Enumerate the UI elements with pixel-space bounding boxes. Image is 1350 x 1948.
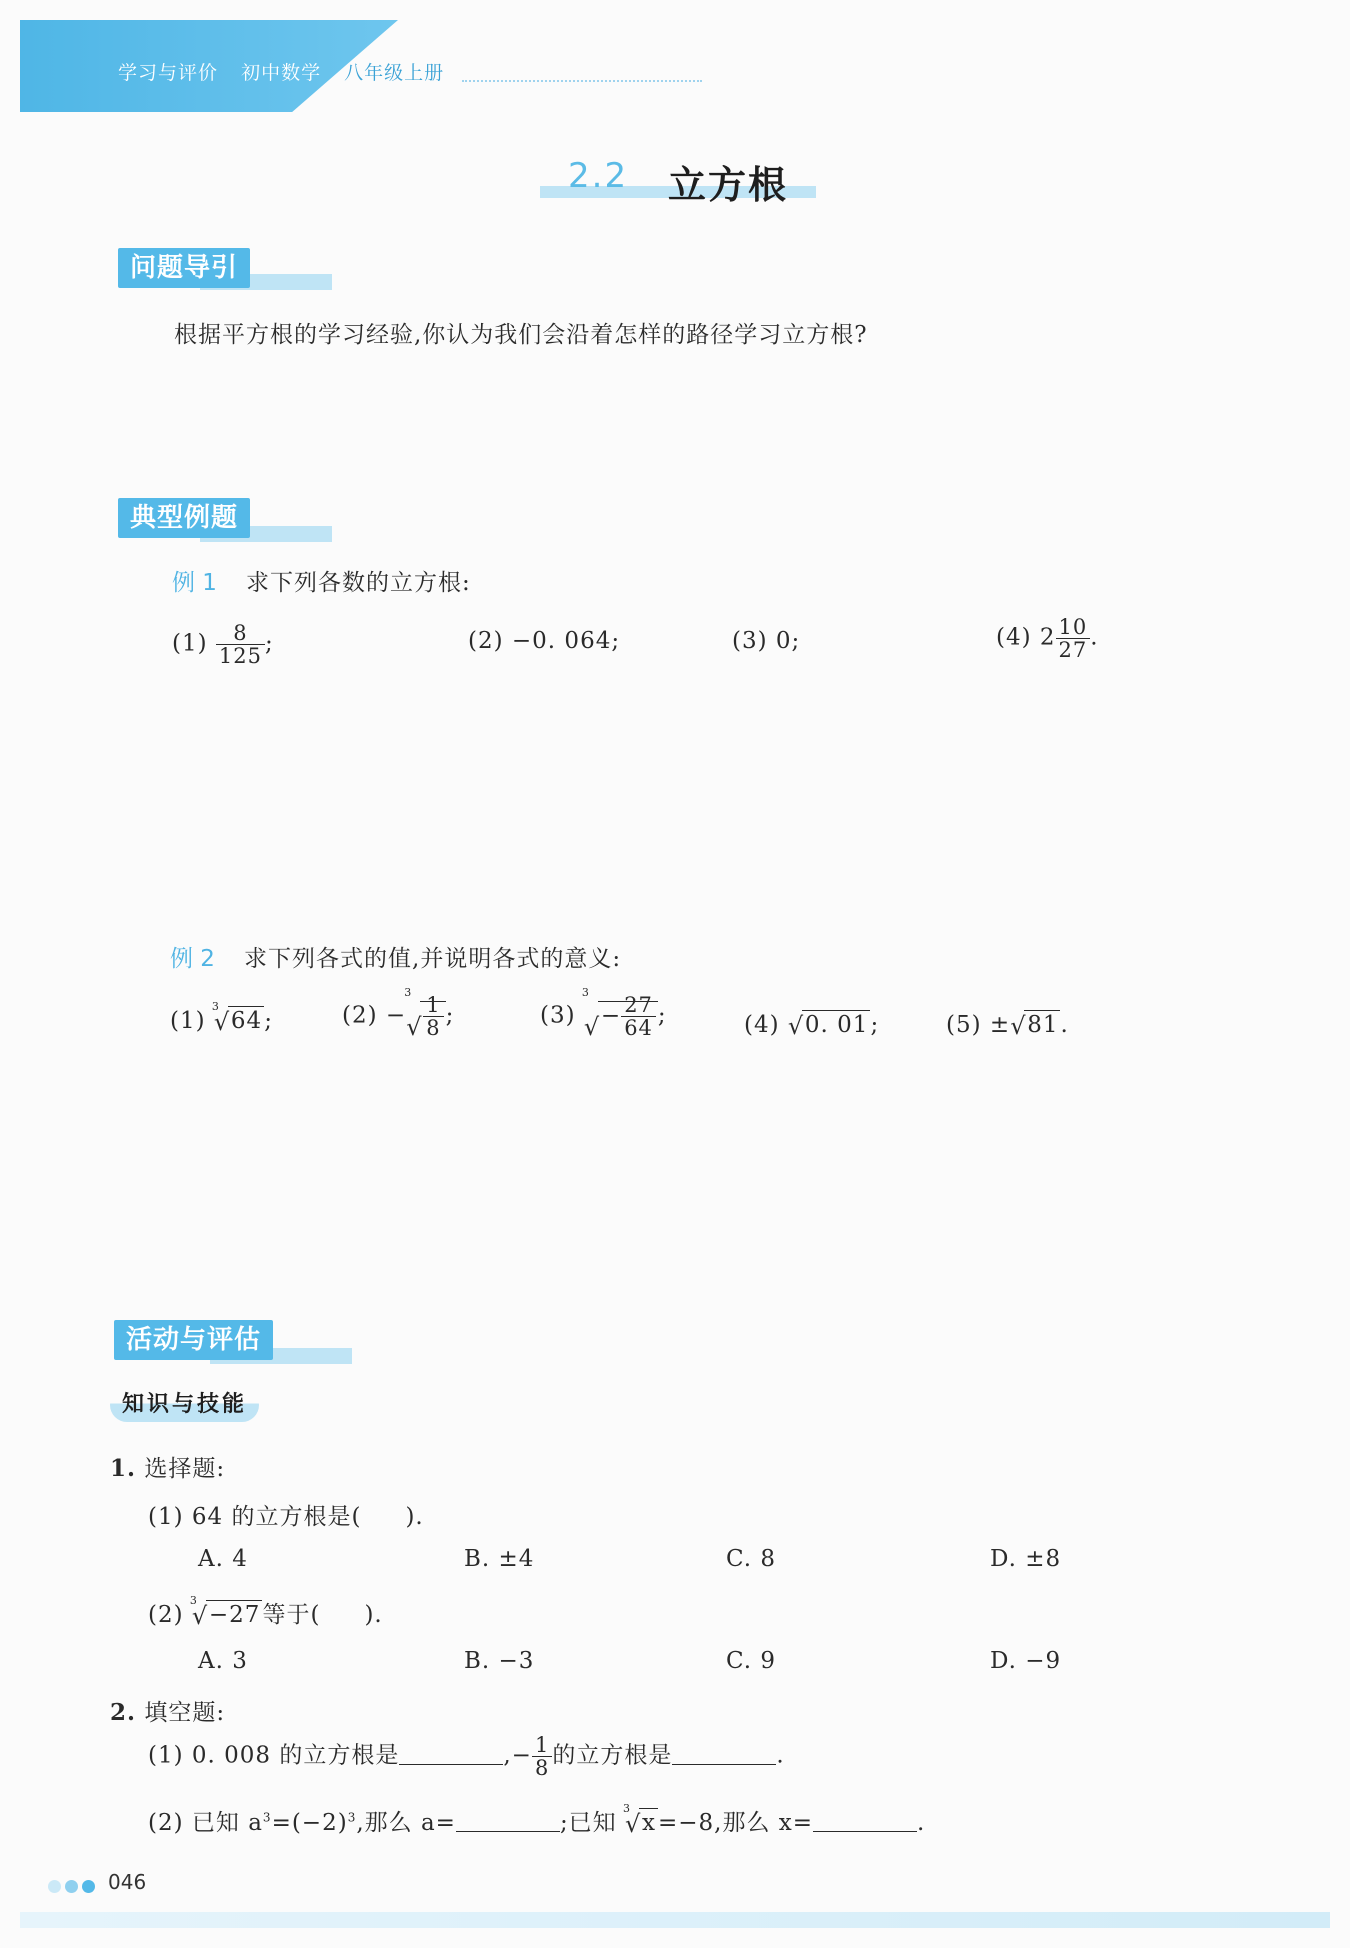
item-number: (4) xyxy=(744,1012,780,1038)
denominator: 27 xyxy=(1058,638,1088,663)
fraction xyxy=(1056,616,1091,661)
question-number: 1. xyxy=(110,1455,137,1482)
example-2-heading xyxy=(170,940,621,973)
punct: ; xyxy=(445,1002,455,1029)
question-number: 2. xyxy=(110,1699,137,1726)
q1-1-option-d: D. ±8 xyxy=(990,1546,1062,1572)
numerator: 1 xyxy=(532,1734,552,1757)
q1-2-option-b: B. −3 xyxy=(464,1648,535,1674)
item-number: (2) xyxy=(468,628,504,654)
item-number: (3) xyxy=(540,1002,576,1029)
example-prompt: 求下列各式的值,并说明各式的意义: xyxy=(244,946,622,972)
numerator: 1 xyxy=(423,994,443,1017)
root-index: 3 xyxy=(623,1802,631,1815)
section-number: 2.2 xyxy=(568,156,629,196)
punct: . xyxy=(1060,1012,1069,1038)
example-2-item-5 xyxy=(946,1012,1069,1038)
fill-text: ,− xyxy=(503,1742,532,1769)
numerator: 27 xyxy=(621,994,656,1017)
guide-question: 根据平方根的学习经验,你认为我们会沿着怎样的路径学习立方根? xyxy=(174,322,868,348)
radicand: 64 xyxy=(228,1006,264,1034)
subsection-tab-skills: 知识与技能 xyxy=(110,1388,259,1422)
fill-text: ;已知 xyxy=(559,1810,617,1836)
square-root xyxy=(1010,1012,1060,1038)
root-index: 3 xyxy=(581,986,590,999)
stem-text: (1) 64 的立方根是( xyxy=(148,1504,362,1530)
section-tab-guide: 问题导引 xyxy=(118,248,250,288)
item-number: (5) xyxy=(946,1012,982,1038)
question-title: 填空题: xyxy=(144,1700,226,1726)
example-2-item-3 xyxy=(540,986,667,1042)
example-label: 例 2 xyxy=(170,946,215,972)
example-2-item-4 xyxy=(744,1012,879,1038)
grade-name: 八年级上册 xyxy=(344,62,445,84)
footer-dots xyxy=(48,1878,99,1897)
question-1-1-stem xyxy=(148,1498,424,1531)
example-label: 例 1 xyxy=(172,570,217,596)
example-1-item-4 xyxy=(996,616,1099,661)
radical-icon: √ xyxy=(583,1013,601,1042)
sign: − xyxy=(385,1002,407,1029)
section-tab-activity: 活动与评估 xyxy=(114,1320,273,1360)
cube-root xyxy=(623,1802,658,1838)
q1-2-option-a: A. 3 xyxy=(198,1648,248,1674)
dot-icon xyxy=(82,1880,95,1893)
item-number: (1) xyxy=(170,1008,206,1034)
numerator: 8 xyxy=(216,622,265,645)
section-tab-examples: 典型例题 xyxy=(118,498,250,538)
answer-blank[interactable] xyxy=(399,1742,503,1765)
fraction xyxy=(621,994,656,1039)
fill-text: =−8,那么 x= xyxy=(657,1810,814,1836)
footer-band xyxy=(20,1912,1330,1928)
sign: − xyxy=(600,1002,622,1029)
cube-root xyxy=(581,986,658,1042)
punct: ; xyxy=(870,1012,880,1038)
example-prompt: 求下列各数的立方根: xyxy=(246,570,471,596)
item-number: (4) xyxy=(996,624,1032,651)
answer-blank[interactable] xyxy=(813,1809,917,1832)
radicand: x xyxy=(639,1808,658,1836)
question-2-2 xyxy=(148,1804,925,1837)
root-index: 3 xyxy=(211,1000,220,1013)
q1-1-option-a: A. 4 xyxy=(198,1546,248,1572)
radical-icon: √ xyxy=(787,1012,805,1040)
whole-part: 2 xyxy=(1039,624,1056,651)
fraction xyxy=(216,622,265,667)
fill-text: (2) 已知 a xyxy=(148,1810,263,1836)
exponent: 3 xyxy=(347,1810,357,1825)
punct: ; xyxy=(657,1002,667,1029)
question-1-heading xyxy=(110,1450,225,1483)
punct: ; xyxy=(264,1008,273,1034)
denominator: 8 xyxy=(534,1756,550,1781)
example-1-item-2 xyxy=(468,628,620,654)
fill-text: ,那么 a= xyxy=(356,1810,456,1836)
example-2-item-1 xyxy=(170,1000,273,1036)
radicand: 0. 01 xyxy=(802,1010,871,1038)
q1-1-option-b: B. ±4 xyxy=(464,1546,535,1572)
radical-icon: √ xyxy=(213,1008,231,1036)
q1-1-option-c: C. 8 xyxy=(726,1546,777,1572)
radical-icon: √ xyxy=(406,1013,423,1042)
item-number: (3) xyxy=(732,628,768,654)
sign: ± xyxy=(989,1012,1011,1038)
stem-close: ). xyxy=(405,1504,424,1530)
radical-icon: √ xyxy=(191,1602,209,1630)
square-root xyxy=(788,1012,871,1038)
cube-root xyxy=(211,1000,264,1036)
fill-text: (1) 0. 008 的立方根是 xyxy=(148,1742,400,1769)
question-2-1 xyxy=(148,1734,785,1779)
fill-text: 的立方根是 xyxy=(552,1742,673,1769)
item-number: (1) xyxy=(172,630,208,657)
stem-close: ). xyxy=(364,1602,383,1628)
fraction xyxy=(532,1734,552,1779)
question-1-2-stem xyxy=(148,1596,383,1629)
radical-icon: √ xyxy=(625,1810,642,1838)
cube-root xyxy=(189,1594,263,1630)
page-title: 立方根 xyxy=(668,163,789,207)
exponent: 3 xyxy=(262,1810,272,1825)
dot-icon xyxy=(48,1880,61,1893)
book-name: 学习与评价 xyxy=(118,62,219,84)
punct: . xyxy=(917,1810,926,1836)
radical-icon: √ xyxy=(1010,1012,1027,1040)
subject-name: 初中数学 xyxy=(241,62,322,84)
q1-2-option-d: D. −9 xyxy=(990,1648,1062,1674)
answer-blank[interactable] xyxy=(456,1809,560,1832)
denominator: 8 xyxy=(426,1016,441,1041)
item-number: (2) xyxy=(342,1002,378,1029)
root-index: 3 xyxy=(404,986,413,999)
example-1-heading xyxy=(172,564,471,597)
q1-2-option-c: C. 9 xyxy=(726,1648,777,1674)
header-dotted-line xyxy=(462,80,702,82)
denominator: 64 xyxy=(624,1016,653,1041)
running-header xyxy=(118,58,460,85)
example-1-item-1 xyxy=(172,622,274,667)
cube-root xyxy=(404,986,445,1042)
fill-text: =(−2) xyxy=(271,1810,348,1836)
fraction xyxy=(423,994,443,1039)
question-title: 选择题: xyxy=(144,1456,226,1482)
denominator: 125 xyxy=(218,644,262,669)
punct: ; xyxy=(265,630,274,657)
page-number: 046 xyxy=(108,1870,147,1894)
item-text: −0. 064; xyxy=(511,628,621,654)
punct: . xyxy=(776,1742,785,1769)
example-1-item-3 xyxy=(732,628,800,654)
punct: . xyxy=(1090,624,1099,651)
dot-icon xyxy=(65,1880,78,1893)
radicand: −27 xyxy=(206,1600,263,1628)
item-text: 0; xyxy=(775,628,801,654)
root-index: 3 xyxy=(189,1594,198,1607)
question-2-heading xyxy=(110,1694,225,1727)
item-number: (2) xyxy=(148,1602,184,1628)
example-2-item-2 xyxy=(342,986,455,1042)
stem-text: 等于( xyxy=(262,1602,321,1628)
answer-blank[interactable] xyxy=(672,1742,776,1765)
radicand: 81 xyxy=(1024,1010,1060,1038)
numerator: 10 xyxy=(1056,616,1091,639)
